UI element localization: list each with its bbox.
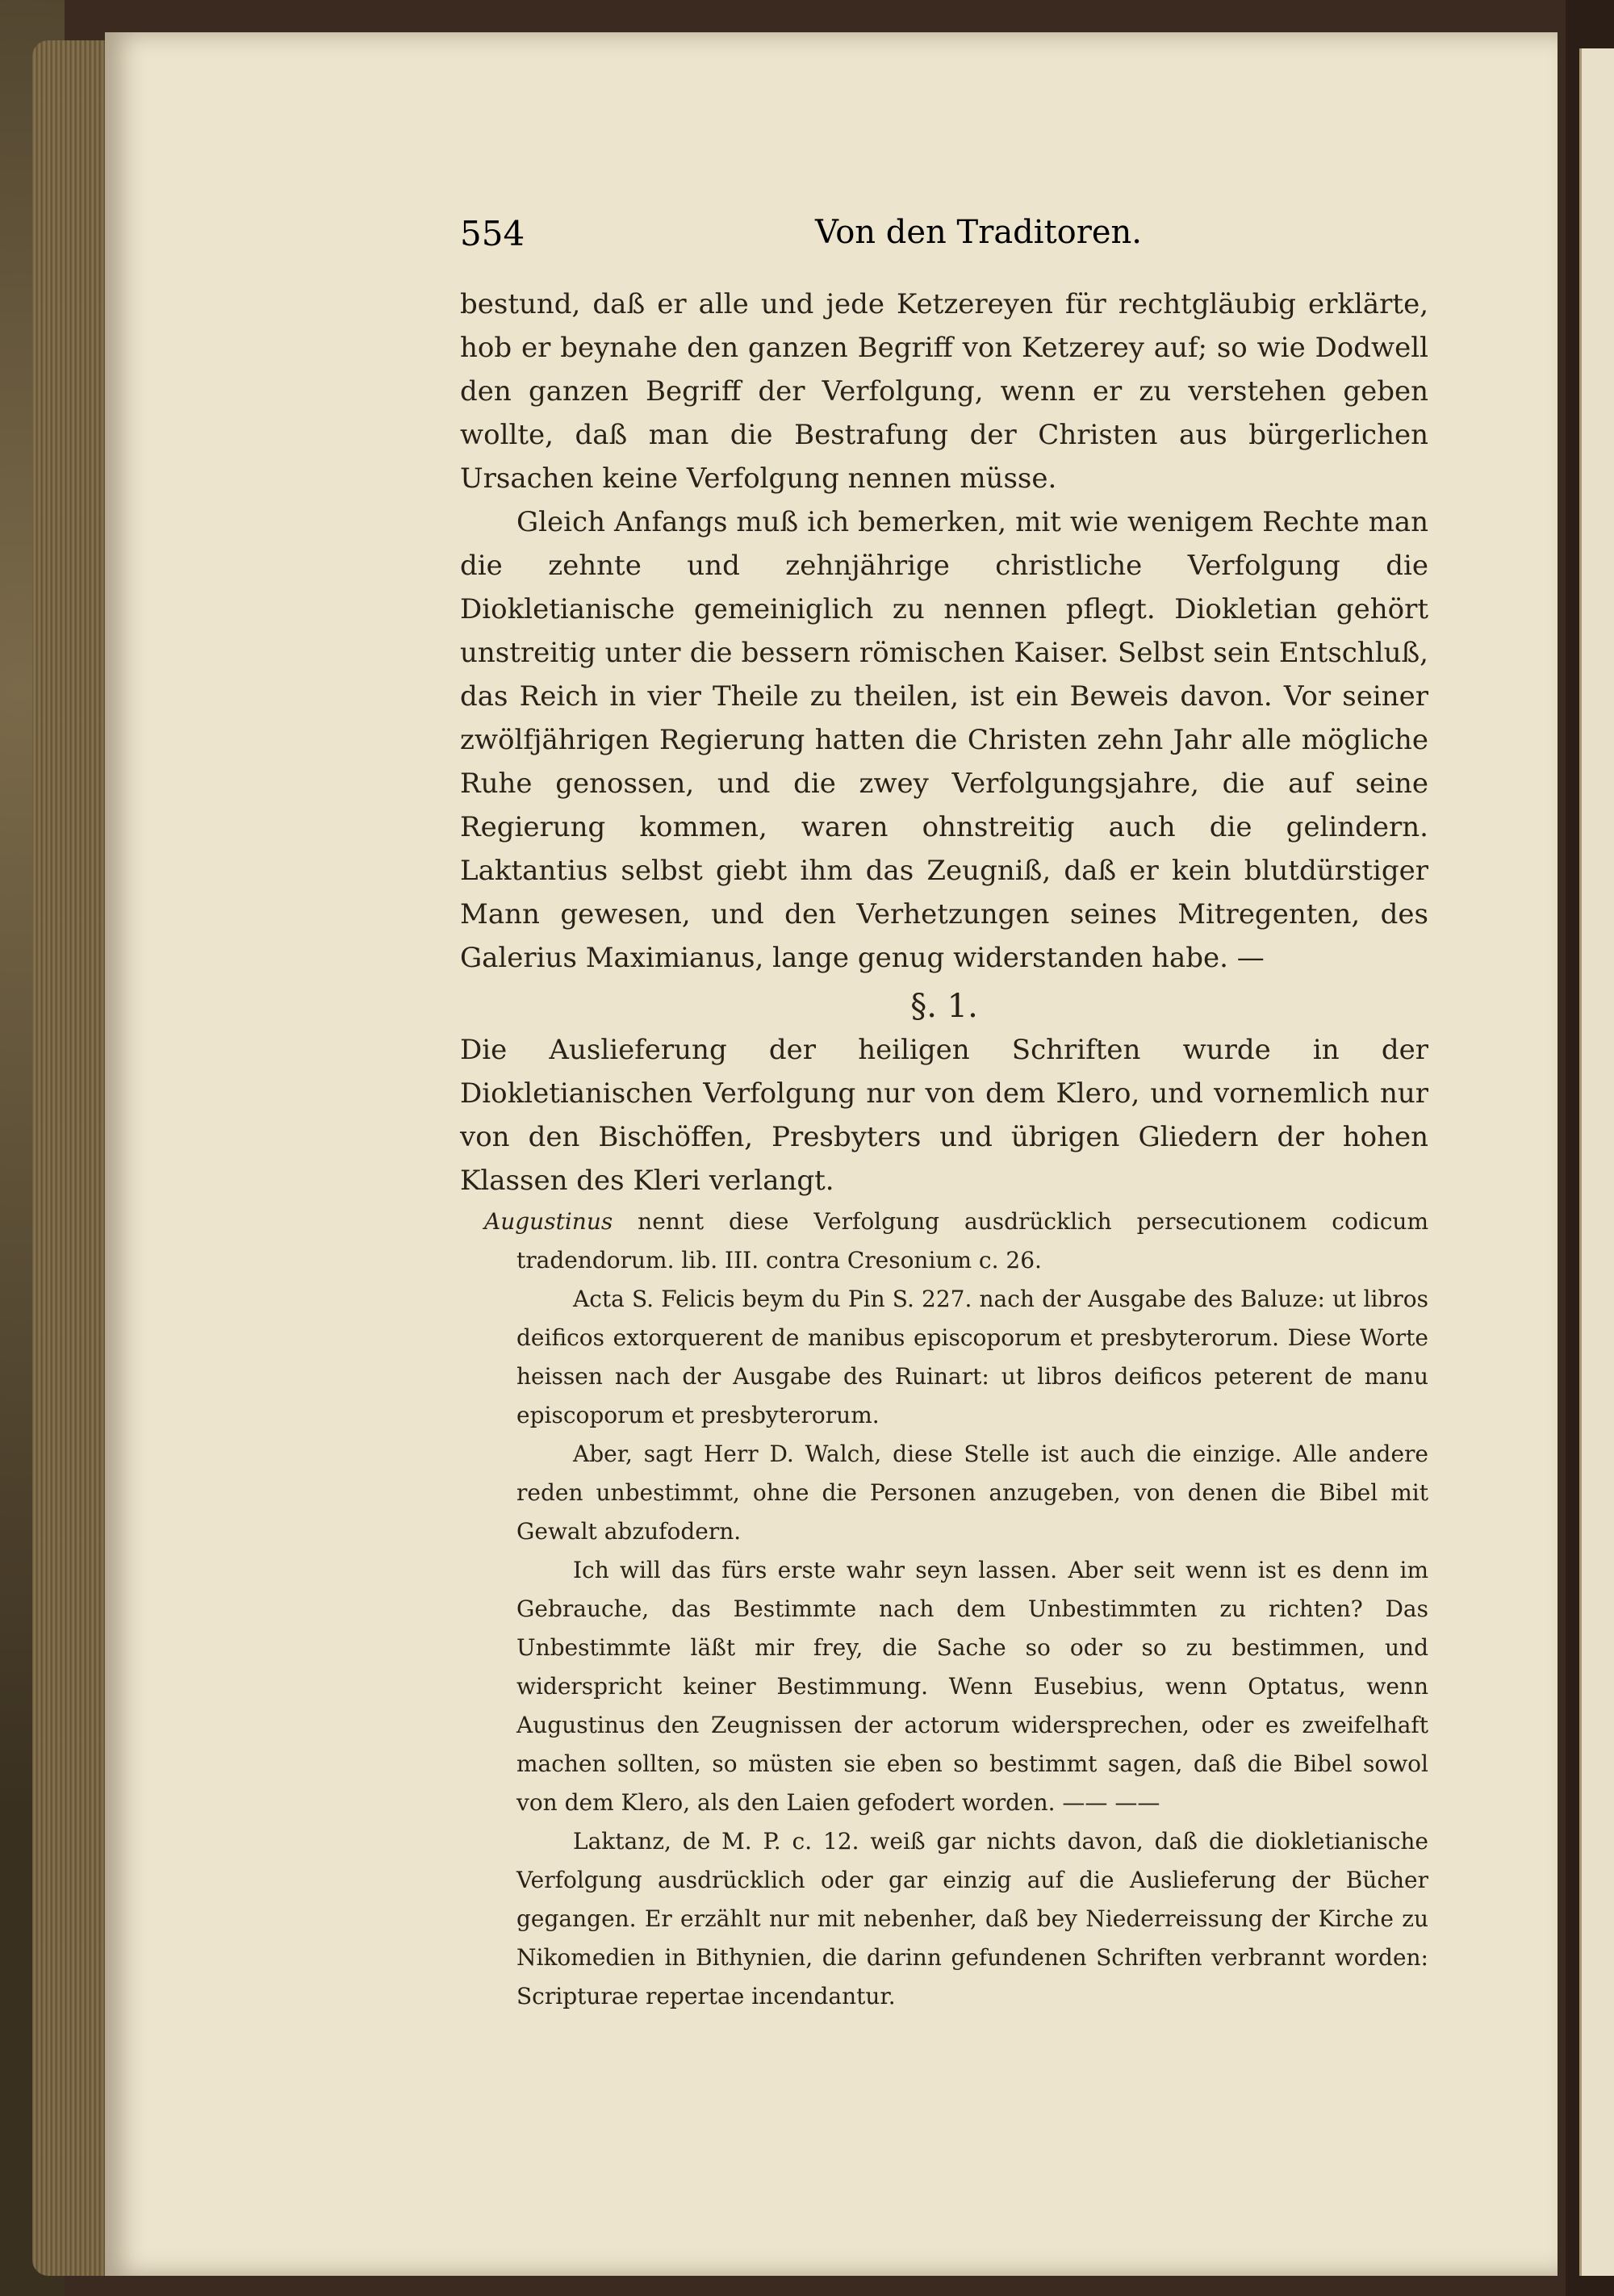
page-number: 554 [460,214,525,253]
paragraph: bestund, daß er alle und jede Ketzereyen für rechtgläubig erklärte, hob er beynahe den ganzen Begriff von Ketzerey auf; so wie Dodwell den ganzen Begriff der Verfolgung, wenn er zu verstehen geben wollte, daß man die Bestrafung der Christen aus bürgerlichen Ursachen keine Verfolgung nennen müsse. [460,288,1428,495]
footnote-text: Ich will das fürs erste wahr seyn lassen. Aber seit wenn ist es denn im Gebrauche, das Bestimmte nach dem Unbestimmten zu richten? Das Unbestimmte läßt mir frey, die Sache so oder so zu bestimmen, und widerspricht keiner Bestimmung. Wenn Eusebius, wenn Optatus, wenn Augustinus den Zeugnissen der actorum widersprechen, oder es zweifelhaft machen sollten, so müsten sie eben so bestimmt sagen, daß die Bibel sowol von dem Klero, als den Laien gefodert worden. —— —— [516,1557,1428,1816]
footnote [460,1551,1428,1822]
body-text [460,282,1428,2016]
facing-page-edge [1579,48,1614,2276]
footnote [460,1202,1428,1280]
running-title: Von den Traditoren. [815,214,1142,251]
section-heading: §. 1. [910,988,978,1025]
footnote-text: Laktanz, de M. P. c. 12. weiß gar nichts davon, daß die diokletianische Verfolgung ausdrücklich oder gar einzig auf die Auslieferung der Bücher gegangen. Er erzählt nur mit nebenher, daß bey Niederreissung der Kirche zu Nikomedien in Bithynien, die darinn gefundenen Schriften verbrannt worden: Scripturae repertae incendantur. [516,1828,1428,2010]
running-head [460,214,1428,254]
footnote-lead: Augustinus [484,1208,613,1235]
footnote-text: Acta S. Felicis beym du Pin S. 227. nach der Ausgabe des Baluze: ut libros deificos extorquerent de manibus episcoporum et presbyterorum. Diese Worte heissen nach der Ausgabe des Ruinart: ut libros deificos peterent de manu episcoporum et presbyterorum. [516,1286,1428,1428]
footnote [460,1280,1428,1435]
section-paragraph: Die Auslieferung der heiligen Schriften wurde in der Diokletianischen Verfolgung nur von dem Klero, und vornemlich nur von den Bischöffen, Presbyters und übrigen Gliedern der hohen Klassen des Kleri verlangt. [460,1034,1428,1197]
footnote-text: nennt diese Verfolgung ausdrücklich persecutionem codicum tradendorum. lib. III. contra Cresonium c. 26. [516,1208,1428,1273]
paragraph: Gleich Anfangs muß ich bemerken, mit wie wenigem Rechte man die zehnte und zehnjährige christliche Verfolgung die Diokletianische gemeiniglich zu nennen pflegt. Diokletian gehört unstreitig unter die bessern römischen Kaiser. Selbst sein Entschluß, das Reich in vier Theile zu theilen, ist ein Beweis davon. Vor seiner zwölfjährigen Regierung hatten die Christen zehn Jahr alle mögliche Ruhe genossen, und die zwey Verfolgungsjahre, die auf seine Regierung kommen, waren ohnstreitig auch die gelindern. Laktantius selbst giebt ihm das Zeugniß, daß er kein blutdürstiger Mann gewesen, und den Verhetzungen seines Mitregenten, des Galerius Maximianus, lange genug widerstanden habe. — [460,506,1428,974]
footnote [460,1435,1428,1551]
footnote-text: Aber, sagt Herr D. Walch, diese Stelle ist auch die einzige. Alle andere reden unbestimmt, ohne die Personen anzugeben, von denen die Bibel mit Gewalt abzufodern. [516,1441,1428,1545]
footnote [460,1822,1428,2016]
